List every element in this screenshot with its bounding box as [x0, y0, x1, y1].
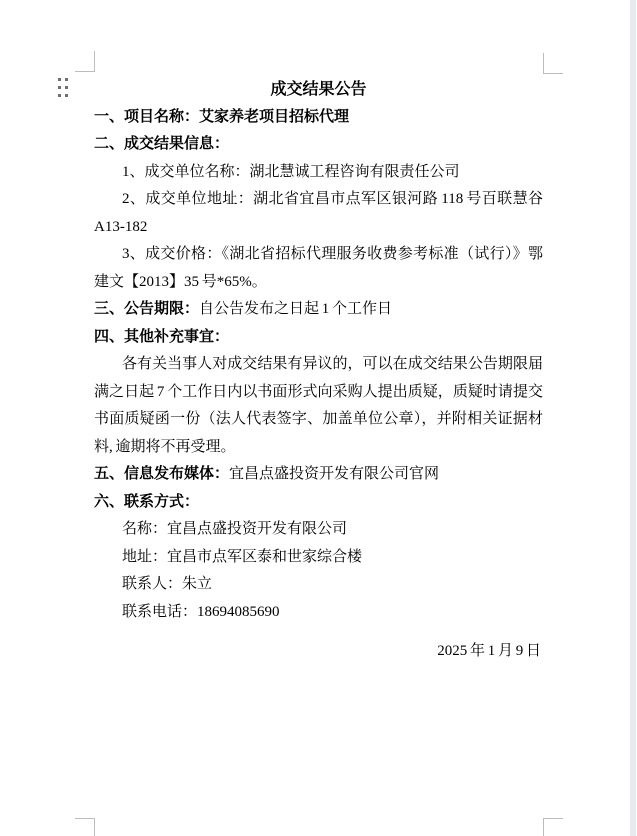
- drag-handle-dots: [58, 78, 61, 81]
- text-boundary-mark-bottom-left: [75, 818, 95, 836]
- paragraph-text: 名称：宜昌点盛投资开发有限公司: [122, 521, 348, 537]
- paragraph-publish-media: [94, 461, 543, 489]
- document-page: [94, 76, 543, 666]
- paragraph-winner-address: [94, 186, 543, 241]
- paragraph-text: 1、成交单位名称：湖北慧诚工程咨询有限责任公司: [122, 163, 460, 180]
- paragraph-other-matters-heading: [94, 324, 543, 352]
- paragraph-text: 3、成交价格：《湖北省招标代理服务收费参考标准（试行）》鄂建文【2013】35 号*65%。: [94, 246, 543, 290]
- paragraph-label: 三、公告期限：: [94, 301, 200, 317]
- paragraph-contact-heading: [94, 489, 543, 517]
- paragraph-deal-price: [94, 241, 543, 296]
- text-boundary-mark-bottom-right: [543, 818, 563, 836]
- paragraph-contact-address: [94, 544, 543, 572]
- paragraph-contact-person: [94, 571, 543, 599]
- paragraph-announcement-period: [94, 296, 543, 324]
- paragraph-text: 联系电话：18694085690: [122, 603, 280, 620]
- paragraph-text: 联系人：朱立: [122, 576, 213, 592]
- paragraph-text: 宜昌点盛投资开发有限公司官网: [229, 466, 440, 482]
- paragraph-text: 各有关当事人对成交结果有异议的，可以在成交结果公告期限届满之日起 7 个工作日内以书面形式向采购人提出质疑，质疑时请提交书面质疑函一份（法人代表签字、加盖单位公章），并附相关证据材料, 逾期将不再受理。: [94, 356, 543, 455]
- paragraph-contact-name: [94, 516, 543, 544]
- paragraph-label: 二、成交结果信息：: [94, 136, 230, 152]
- drag-handle-icon[interactable]: [57, 77, 69, 97]
- paragraph-label: 六、联系方式：: [94, 493, 200, 510]
- paragraph-text: 地址：宜昌市点军区泰和世家综合楼: [122, 548, 363, 565]
- paragraph-label: 一、项目名称：艾家养老项目招标代理: [94, 108, 350, 125]
- paragraph-label: 四、其他补充事宜：: [94, 328, 230, 345]
- document-date: 2025 年 1 月 9 日: [437, 643, 541, 659]
- paragraph-objection-procedure: [94, 351, 543, 461]
- document-title: 成交结果公告: [270, 81, 367, 98]
- paragraph-project-name: [94, 104, 543, 132]
- paragraph-result-info-heading: [94, 131, 543, 159]
- paragraph-label: 五、信息发布媒体：: [94, 466, 230, 482]
- text-boundary-mark-top-right: [543, 53, 563, 74]
- paragraph-contact-phone: [94, 599, 543, 627]
- scrollbar-track[interactable]: [630, 0, 636, 836]
- paragraph-winner-name: [94, 159, 543, 187]
- paragraph-text: 2、成交单位地址：湖北省宜昌市点军区银河路 118 号百联慧谷A13-182: [94, 191, 543, 235]
- paragraph-text: 自公告发布之日起 1 个工作日: [199, 301, 393, 317]
- text-boundary-mark-top-left: [75, 51, 95, 72]
